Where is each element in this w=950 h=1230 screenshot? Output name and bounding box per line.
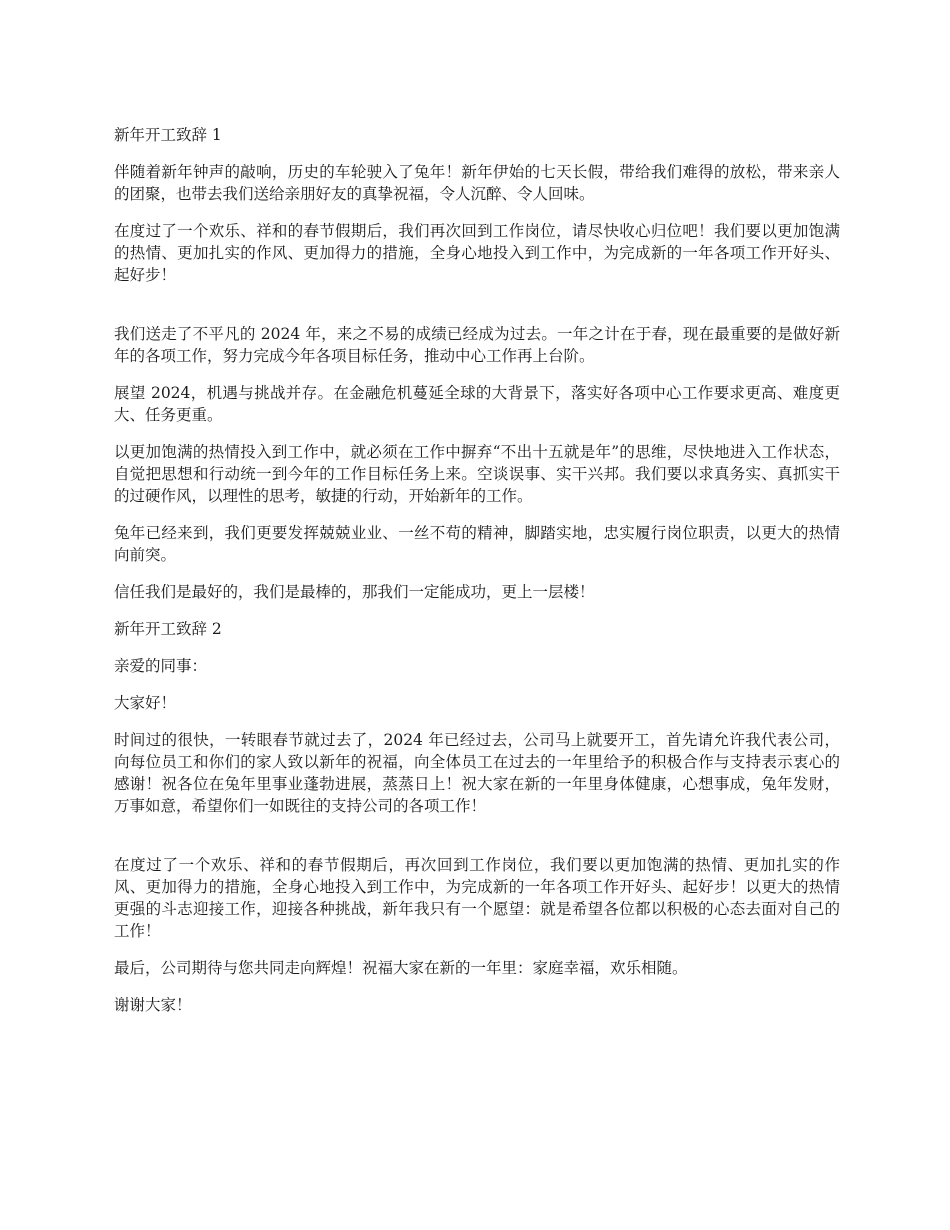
paragraph: 信任我们是最好的，我们是最棒的，那我们一定能成功，更上一层楼！ (114, 583, 595, 601)
document-page (114, 124, 840, 1031)
salutation: 亲爱的同事： (114, 657, 208, 675)
paragraph: 兔年已经来到，我们更要发挥兢兢业业、一丝不苟的精神，脚踏实地，忠实履行岗位职责，以更大的热情向前突。 (114, 524, 840, 564)
paragraph: 时间过的很快，一转眼春节就过去了，2024 年已经过去，公司马上就要开工，首先请允许我代表公司，向每位员工和你们的家人致以新年的祝福，向全体员工在过去的一年里给予的积极合作与支持表示衷心的感谢！祝各位在兔年里事业蓬勃进展，蒸蒸日上！祝大家在新的一年里身体健康，心想事成，兔年发财，万事如意，希望你们一如既往的支持公司的各项工作！ (114, 731, 840, 815)
paragraph: 最后，公司期待与您共同走向辉煌！祝福大家在新的一年里：家庭幸福，欢乐相随。 (114, 959, 688, 977)
paragraph: 伴随着新年钟声的敲响，历史的车轮驶入了兔年！新年伊始的七天长假，带给我们难得的放松，带来亲人的团聚，也带去我们送给亲朋好友的真挚祝福，令人沉醉、令人回味。 (114, 163, 840, 203)
paragraph: 我们送走了不平凡的 2024 年，来之不易的成绩已经成为过去。一年之计在于春，现在最重要的是做好新年的各项工作，努力完成今年各项目标任务，推动中心工作再上台阶。 (114, 325, 840, 365)
paragraph: 在度过了一个欢乐、祥和的春节假期后，我们再次回到工作岗位，请尽快收心归位吧！我们要以更加饱满的热情、更加扎实的作风、更加得力的措施，全身心地投入到工作中，为完成新的一年各项工作开好头、起好步！ (114, 222, 840, 284)
closing: 谢谢大家！ (114, 996, 192, 1014)
paragraph: 在度过了一个欢乐、祥和的春节假期后，再次回到工作岗位，我们要以更加饱满的热情、更加扎实的作风、更加得力的措施，全身心地投入到工作中，为完成新的一年各项工作开好头、起好步！以更大的热情更强的斗志迎接工作，迎接各种挑战，新年我只有一个愿望：就是希望各位都以积极的心态去面对自己的工作！ (114, 856, 840, 940)
greeting: 大家好！ (114, 694, 177, 712)
paragraph: 展望 2024，机遇与挑战并存。在金融危机蔓延全球的大背景下，落实好各项中心工作要求更高、难度更大、任务更重。 (114, 384, 840, 424)
section-title-1: 新年开工致辞 1 (114, 126, 222, 144)
section-title-2: 新年开工致辞 2 (114, 620, 222, 638)
paragraph: 以更加饱满的热情投入到工作中，就必须在工作中摒弃“不出十五就是年”的思维，尽快地进入工作状态，自觉把思想和行动统一到今年的工作目标任务上来。空谈误事、实干兴邦。我们要以求真务实、真抓实干的过硬作风，以理性的思考，敏捷的行动，开始新年的工作。 (114, 443, 840, 505)
